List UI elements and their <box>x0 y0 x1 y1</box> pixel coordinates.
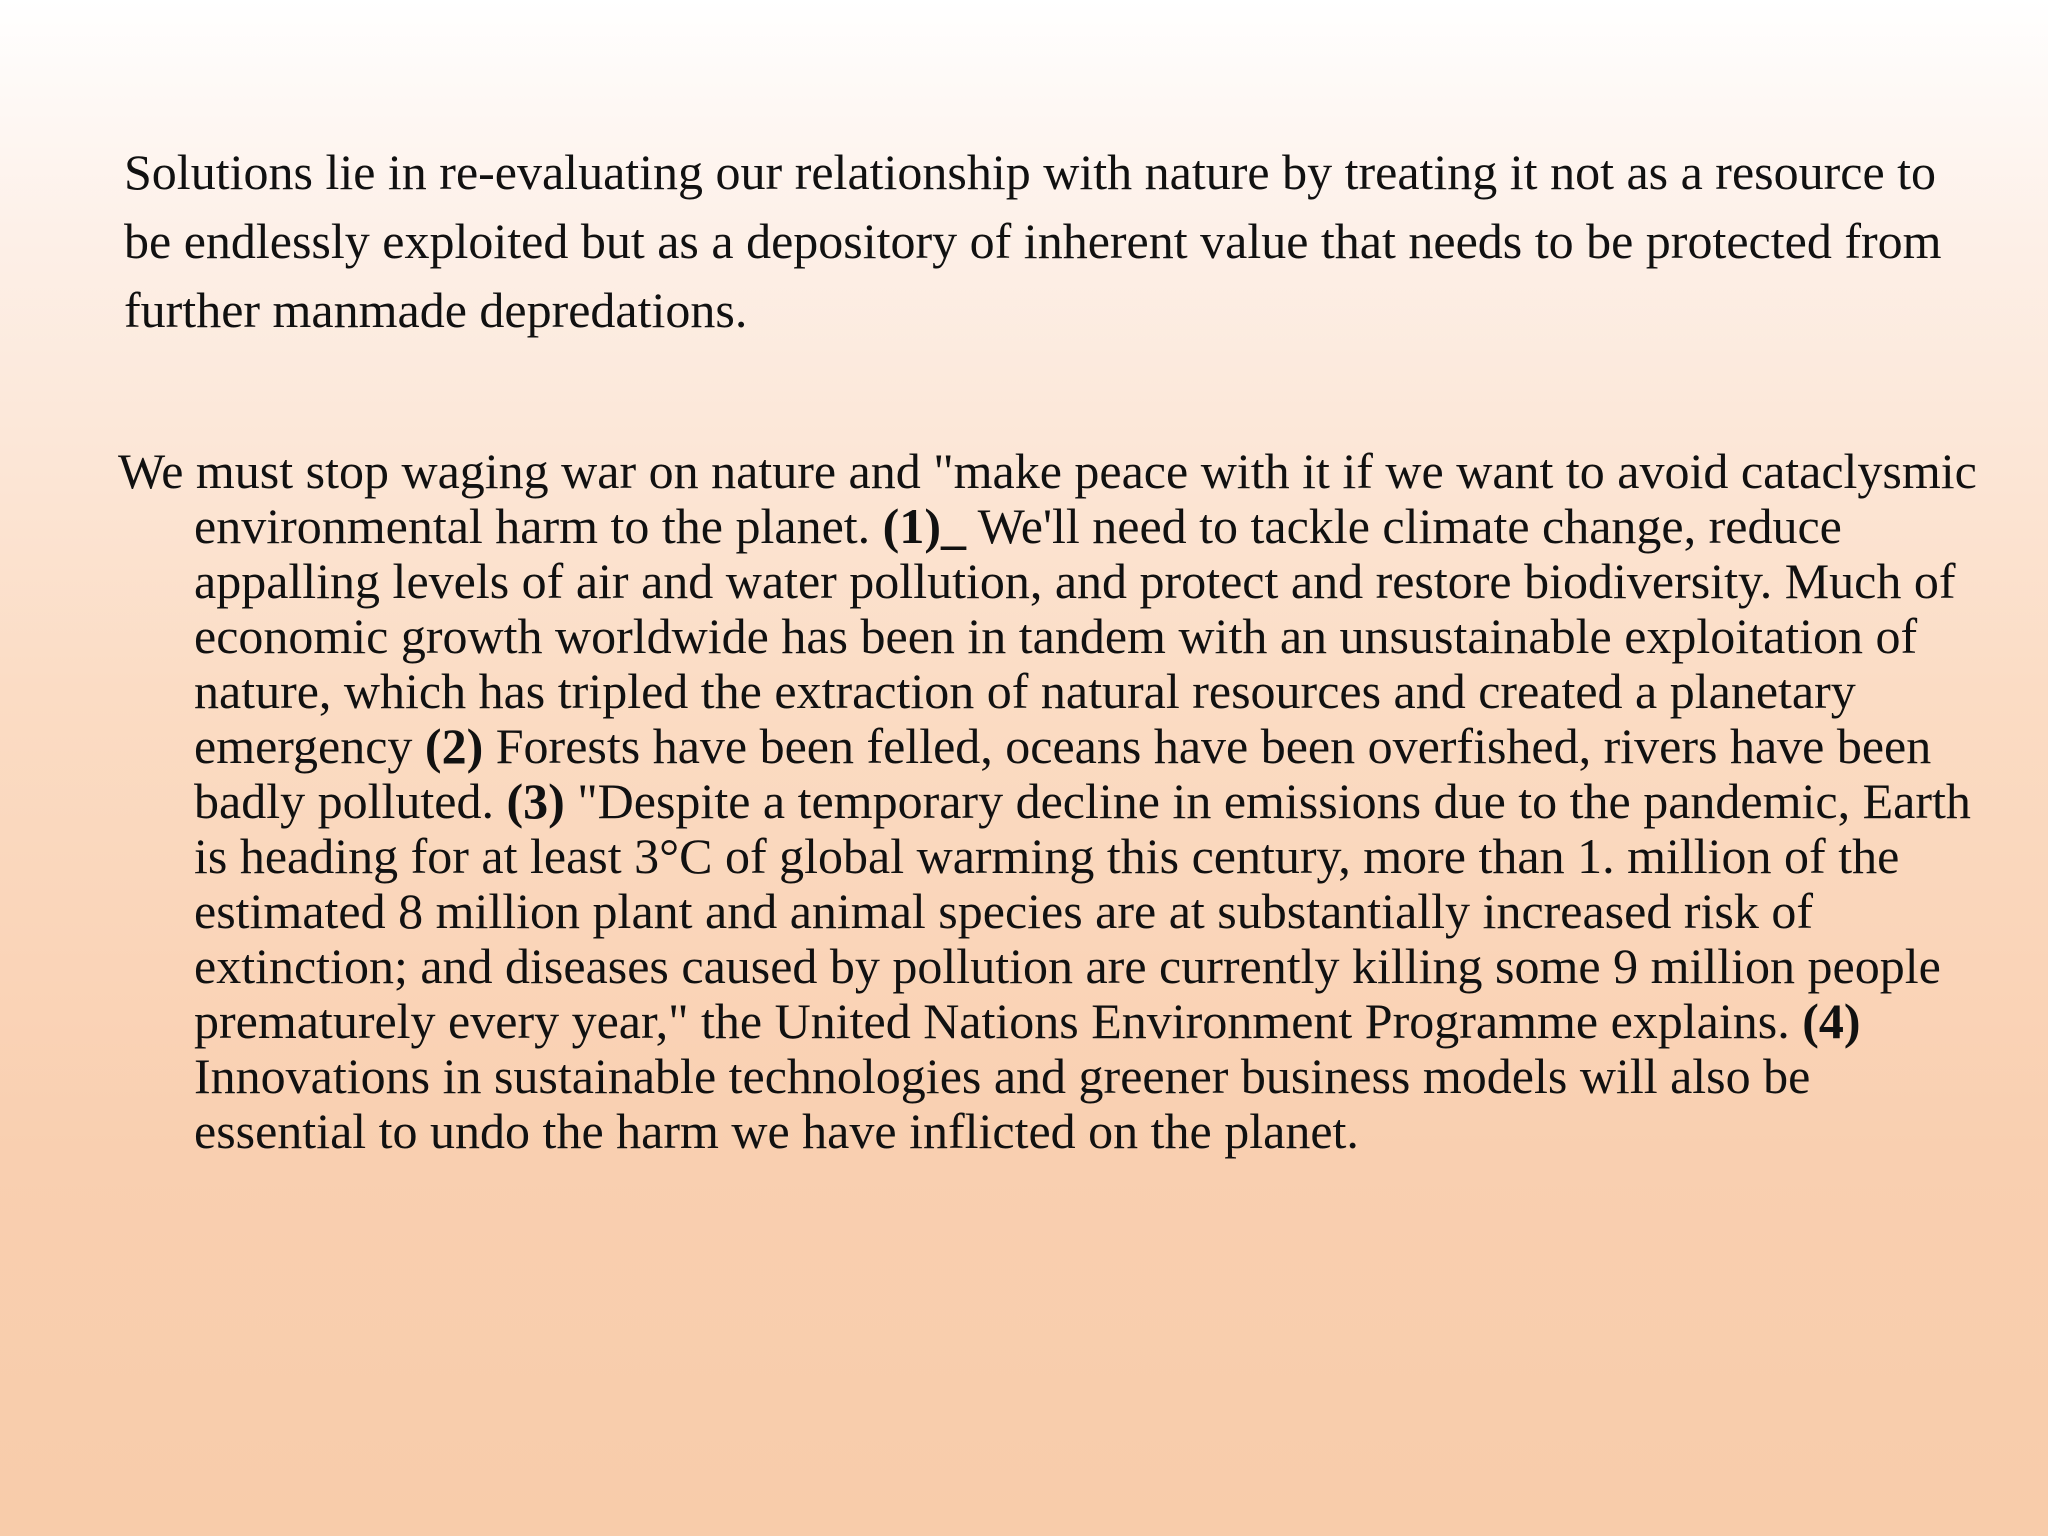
body-segment: We'll need to tackle climate change, reduce appalling levels of air and water pollution, and protect and restore biodiversity. Much of economic growth worldwide has been in tandem with an unsustainable exploitation of nature, which has tripled the extraction of natural resources and created a planetary emergency <box>194 498 1956 774</box>
gap-marker-4: (4) <box>1802 993 1861 1049</box>
gap-marker-3: (3) <box>506 773 565 829</box>
body-segment: Forests have been felled, oceans have been overfished, rivers have been badly polluted. <box>194 718 1932 829</box>
gap-marker-2: (2) <box>424 718 484 774</box>
body-segment: We must stop waging war on nature and "make peace with it if we want to avoid cataclysmic environmental harm to the planet. <box>118 443 1977 554</box>
intro-paragraph: Solutions lie in re-evaluating our relationship with nature by treating it not as a resource to be endlessly exploited but as a depository of inherent value that needs to be protected from further manmade depredations. <box>124 144 1942 338</box>
body-paragraph <box>118 444 1984 1159</box>
body-segment: "Despite a temporary decline in emissions due to the pandemic, Earth is heading for at least 3°C of global warming this century, more than 1. million of the estimated 8 million plant and animal species are at substantially increased risk of extinction; and diseases caused by pollution are currently killing some 9 million people prematurely every year," the United Nations Environment Programme explains. <box>194 773 1971 1049</box>
body-segment: Innovations in sustainable technologies and greener business models will also be essential to undo the harm we have inflicted on the planet. <box>194 1048 1811 1159</box>
gap-marker-1: (1)_ <box>882 498 966 554</box>
